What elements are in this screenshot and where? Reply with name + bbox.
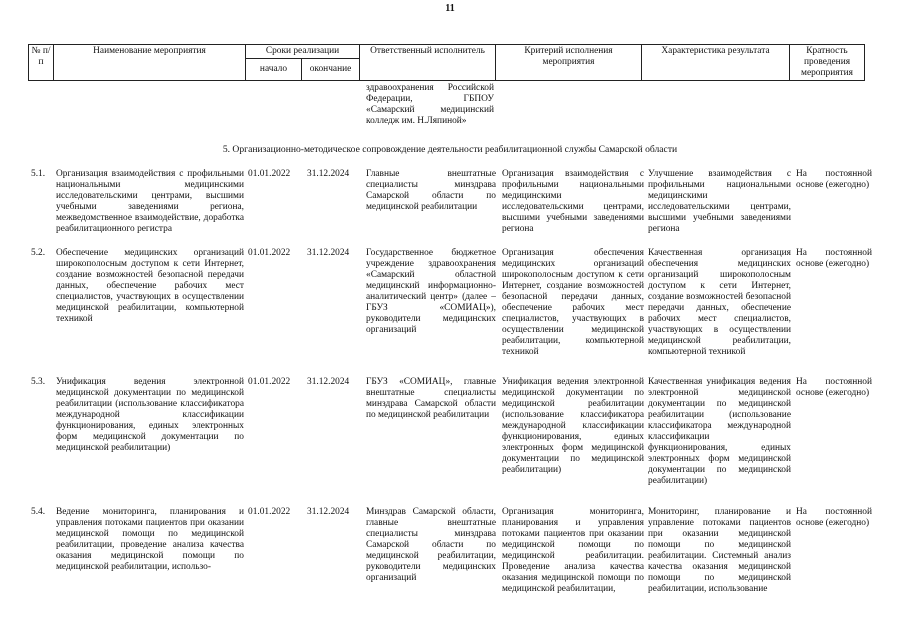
row-result: Мониторинг, планирование и управление потоками пациентов при оказании медицинской помощи по медицинской реабилитации. Системный анализ качества оказания медицинской помощи по медицинской реабилитации, использование <box>648 507 791 594</box>
row-result: Качественная унификация ведения электронной медицинской документации по медицинской реабилитации (использование классификатора международной классификации функционирования, единых электронных форм медицинской документации по медицинской реабилитации) <box>648 377 791 486</box>
row-criterion: Унификация ведения электронной медицинской документации по медицинской реабилитации (использование классификатора международной классификации функционирования, единых электронных форм медицинской документации по медицинской реабилитации) <box>502 377 644 475</box>
header-result: Характеристика результата <box>642 45 790 81</box>
row-number: 5.1. <box>31 169 46 179</box>
row-end-date: 31.12.2024 <box>307 248 350 258</box>
section-title: 5. Организационно-методическое сопровождение деятельности реабилитационной службы Самарской области <box>222 144 678 155</box>
row-criterion: Организация взаимодействия с профильными национальными медицинскими исследовательскими центрами, высшими учебными заведениями региона <box>502 169 644 234</box>
header-start: начало <box>246 59 302 81</box>
continuation-text: здравоохранения Российской Федерации, ГБПОУ «Самарский медицинский колледж им. Н.Ляпиной» <box>366 83 494 126</box>
row-name: Ведение мониторинга, планирования и управления потоками пациентов при оказании медицинской помощи по медицинской реабилитации, проведение анализа качества оказания медицинской помощи по медицинской реабилитации, использо- <box>56 507 244 572</box>
row-start-date: 01.01.2022 <box>248 169 291 179</box>
row-number: 5.3. <box>31 377 46 387</box>
row-responsible: Государственное бюджетное учреждение здравоохранения «Самарский областной медицинский информационно-аналитический центр» (далее – ГБУЗ «СОМИАЦ»), руководители медицинских организаций <box>366 248 496 335</box>
header-frequency: Кратность проведения мероприятия <box>790 45 865 81</box>
row-start-date: 01.01.2022 <box>248 377 291 387</box>
row-criterion: Организация обеспечения медицинских организаций широкополосным доступом к сети Интернет, создание возможностей безопасной передачи данных, обеспечение рабочих мест специалистов, участвующих в осуществлении медицинской реабилитации, компьютерной техникой <box>502 248 644 357</box>
row-end-date: 31.12.2024 <box>307 169 350 179</box>
row-end-date: 31.12.2024 <box>307 507 350 517</box>
page-number: 11 <box>445 3 455 14</box>
row-frequency: На постоянной основе (ежегодно) <box>796 248 872 269</box>
row-result: Качественная организация обеспечения медицинских организаций широкополосным доступом к сети Интернет, создание возможностей безопасной передачи данных, обеспечение рабочих мест специалистов, участвующих в осуществлении медицинской реабилитации, компьютерной техникой <box>648 248 791 357</box>
row-frequency: На постоянной основе (ежегодно) <box>796 169 872 190</box>
row-frequency: На постоянной основе (ежегодно) <box>796 377 872 398</box>
header-criterion: Критерий исполнения мероприятия <box>496 45 642 81</box>
row-name: Организация взаимодействия с профильными национальными медицинскими исследовательскими центрами, высшими учебными заведениями региона, межведомственное взаимодействие, доработка реабилитационного регистра <box>56 169 244 234</box>
header-responsible: Ответственный исполнитель <box>360 45 496 81</box>
row-frequency: На постоянной основе (ежегодно) <box>796 507 872 528</box>
row-responsible: Главные внештатные специалисты минздрава Самарской области по медицинской реабилитации <box>366 169 496 212</box>
row-name: Обеспечение медицинских организаций широкополосным доступом к сети Интернет, создание возможностей безопасной передачи данных, обеспечение рабочих мест специалистов, участвующих в осуществлении медицинской реабилитации, компьютерной техникой <box>56 248 244 324</box>
header-terms: Сроки реализации <box>246 45 360 59</box>
header-name: Наименование мероприятия <box>54 45 246 81</box>
row-start-date: 01.01.2022 <box>248 248 291 258</box>
row-result: Улучшение взаимодействия с профильными национальными медицинскими исследовательскими центрами, высшими учебными заведениями региона <box>648 169 791 234</box>
row-start-date: 01.01.2022 <box>248 507 291 517</box>
row-number: 5.4. <box>31 507 46 517</box>
row-number: 5.2. <box>31 248 46 258</box>
row-responsible: Минздрав Самарской области, главные внештатные специалисты минздрава Самарской области по медицинской реабилитации, руководители медицинских организаций <box>366 507 496 583</box>
table-header <box>28 44 865 81</box>
row-name: Унификация ведения электронной медицинской документации по медицинской реабилитации (использование классификатора международной классификации функционирования, единых электронных форм медицинской документации по медицинской реабилитации) <box>56 377 244 453</box>
header-num: № п/п <box>29 45 54 81</box>
row-end-date: 31.12.2024 <box>307 377 350 387</box>
row-responsible: ГБУЗ «СОМИАЦ», главные внештатные специалисты минздрава Самарской области по медицинской реабилитации <box>366 377 496 420</box>
row-criterion: Организация мониторинга, планирования и управления потоками пациентов при оказании медицинской помощи по медицинской реабилитации. Проведение анализа качества оказания медицинской помощи по медицинской реабилитации, <box>502 507 644 594</box>
header-end: окончание <box>302 59 360 81</box>
